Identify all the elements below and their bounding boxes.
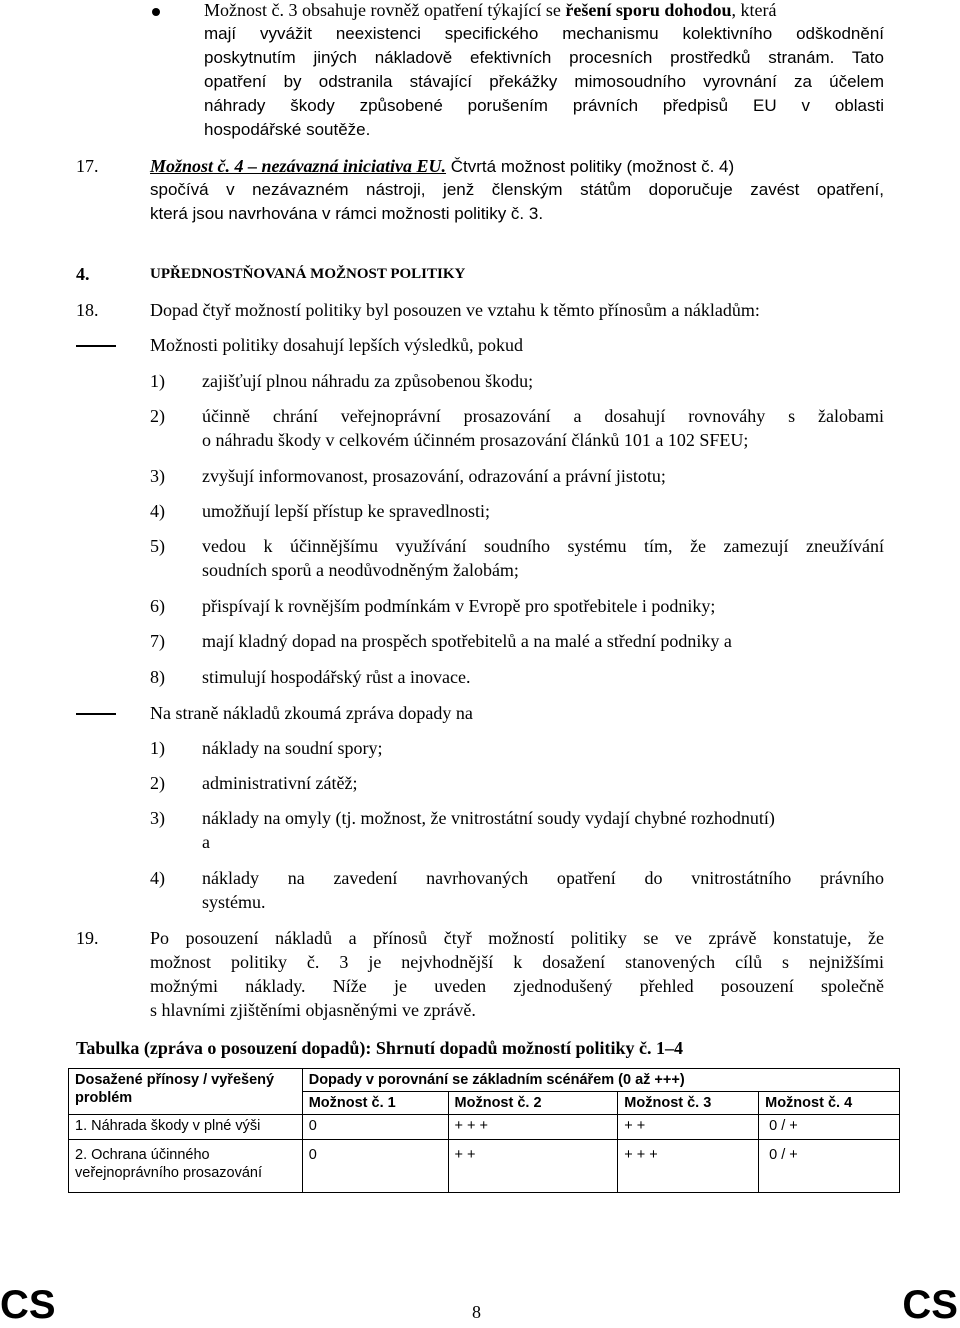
text-line: možnost politiky č. 3 je nejvhodnější k dosažení stanovených cílů s nejnižšími (150, 952, 884, 972)
list-item-cont: soudních sporů a neodůvodněným žalobám; (202, 560, 519, 580)
table-cell: + + + (448, 1115, 618, 1140)
list-number: 3) (150, 808, 165, 828)
list-number: 3) (150, 466, 165, 486)
dash-icon (76, 345, 116, 347)
list-number: 1) (150, 371, 165, 391)
impact-table (68, 1068, 900, 1193)
text-line: Možnost č. 4 – nezávazná iniciativa EU. Čtvrtá možnost politiky (možnost č. 4) (150, 156, 735, 176)
text-line: spočívá v nezávazném nástroji, jenž členským státům doporučuje zavést opatření, (150, 180, 884, 199)
list-item: umožňují lepší přístup ke spravedlnosti; (202, 501, 490, 521)
table-header-cell: Možnost č. 1 (302, 1092, 448, 1115)
dash-icon (76, 713, 116, 715)
table-header-cell: Dosažené přínosy / vyřešený problém (69, 1069, 303, 1115)
list-heading: Možnosti politiky dosahují lepších výsledků, pokud (150, 335, 523, 355)
text-line: s hlavními zjištěními objasněnými ve zprávě. (150, 1000, 476, 1020)
table-cell: 0 (302, 1115, 448, 1140)
list-item-cont: systému. (202, 892, 266, 912)
table-header-cell: Možnost č. 2 (448, 1092, 618, 1115)
text-line: náhrady škody způsobené porušením právních předpisů EU v oblasti (204, 96, 884, 115)
table-caption: Tabulka (zpráva o posouzení dopadů): Shrnutí dopadů možností politiky č. 1–4 (76, 1038, 683, 1058)
section-number: 4. (76, 264, 90, 284)
bullet-marker (0, 0, 1, 1)
text-line: opatření by odstranila stávající překážky mimosoudního vyrovnání za účelem (204, 72, 884, 91)
list-item: administrativní zátěž; (202, 773, 358, 793)
table-cell: 0 / + (759, 1140, 900, 1193)
list-number: 4) (150, 868, 165, 888)
table-header-row (69, 1069, 900, 1092)
list-item: zvyšují informovanost, prosazování, odrazování a právní jistotu; (202, 466, 666, 486)
table-cell: + + + (618, 1140, 759, 1193)
text-line: mají vyvážit neexistenci specifického mechanismu kolektivního odškodnění (204, 24, 884, 43)
table-cell: 1. Náhrada škody v plné výši (69, 1115, 303, 1140)
list-number: 7) (150, 631, 165, 651)
paragraph-number: 18. (76, 300, 99, 320)
table-row (69, 1115, 900, 1140)
table-cell: + + (618, 1115, 759, 1140)
footer-language-left: CS (0, 1283, 56, 1327)
list-item: přispívají k rovnějším podmínkám v Evropě pro spotřebitele i podniky; (202, 596, 716, 616)
list-item: zajišťují plnou náhradu za způsobenou škodu; (202, 371, 534, 391)
list-number: 2) (150, 773, 165, 793)
page-number: 8 (472, 1302, 481, 1322)
table-row (69, 1140, 900, 1193)
table-header-cell: Dopady v porovnání se základním scénářem (0 až +++) (302, 1069, 899, 1092)
list-item: vedou k účinnějšímu využívání soudního systému tím, že zamezují zneužívání (202, 536, 884, 556)
paragraph-number: 19. (76, 928, 99, 948)
text-line: Po posouzení nákladů a přínosů čtyř možností politiky se ve zprávě konstatuje, že (150, 928, 884, 948)
text-line: hospodářské soutěže. (204, 120, 371, 139)
list-number: 1) (150, 738, 165, 758)
text-line: Možnost č. 3 obsahuje rovněž opatření týkající se řešení sporu dohodou, která (204, 0, 777, 20)
list-item: stimulují hospodářský růst a inovace. (202, 667, 471, 687)
list-item: náklady na omyly (tj. možnost, že vnitrostátní soudy vydají chybné rozhodnutí) (202, 808, 775, 828)
table-header-cell: Možnost č. 4 (759, 1092, 900, 1115)
option-title: Možnost č. 4 – nezávazná iniciativa EU. (150, 156, 447, 176)
list-item: náklady na soudní spory; (202, 738, 383, 758)
text-line: která jsou navrhována v rámci možnosti politiky č. 3. (150, 204, 544, 223)
paragraph-number: 17. (76, 156, 99, 176)
list-item: mají kladný dopad na prospěch spotřebitelů a na malé a střední podniky a (202, 631, 732, 651)
list-number: 5) (150, 536, 165, 556)
footer-language-right: CS (902, 1283, 958, 1327)
list-item: náklady na zavedení navrhovaných opatření do vnitrostátního právního (202, 868, 884, 888)
list-item-cont: a (202, 832, 210, 852)
text-line: možnými náklady. Níže je uveden zjednodušený přehled posouzení společně (150, 976, 884, 996)
section-title: UPŘEDNOSTŇOVANÁ MOŽNOST POLITIKY (150, 266, 466, 282)
list-heading: Na straně nákladů zkoumá zpráva dopady na (150, 703, 473, 723)
table-cell: 0 / + (759, 1115, 900, 1140)
table-cell: 0 (302, 1140, 448, 1193)
table-cell: 2. Ochrana účinného veřejnoprávního prosazování (69, 1140, 303, 1193)
bullet-dot-icon (152, 8, 160, 16)
list-number: 4) (150, 501, 165, 521)
list-item-cont: o náhradu škody v celkovém účinném prosazování článků 101 a 102 SFEU; (202, 430, 749, 450)
list-item: účinně chrání veřejnoprávní prosazování a dosahují rovnováhy s žalobami (202, 406, 884, 426)
table-cell: + + (448, 1140, 618, 1193)
text-line: poskytnutím jiných nákladově efektivních procesních prostředků stranám. Tato (204, 48, 884, 67)
list-number: 6) (150, 596, 165, 616)
table-header-cell: Možnost č. 3 (618, 1092, 759, 1115)
list-number: 8) (150, 667, 165, 687)
list-number: 2) (150, 406, 165, 426)
text-line: Dopad čtyř možností politiky byl posouzen ve vztahu k těmto přínosům a nákladům: (150, 300, 760, 320)
